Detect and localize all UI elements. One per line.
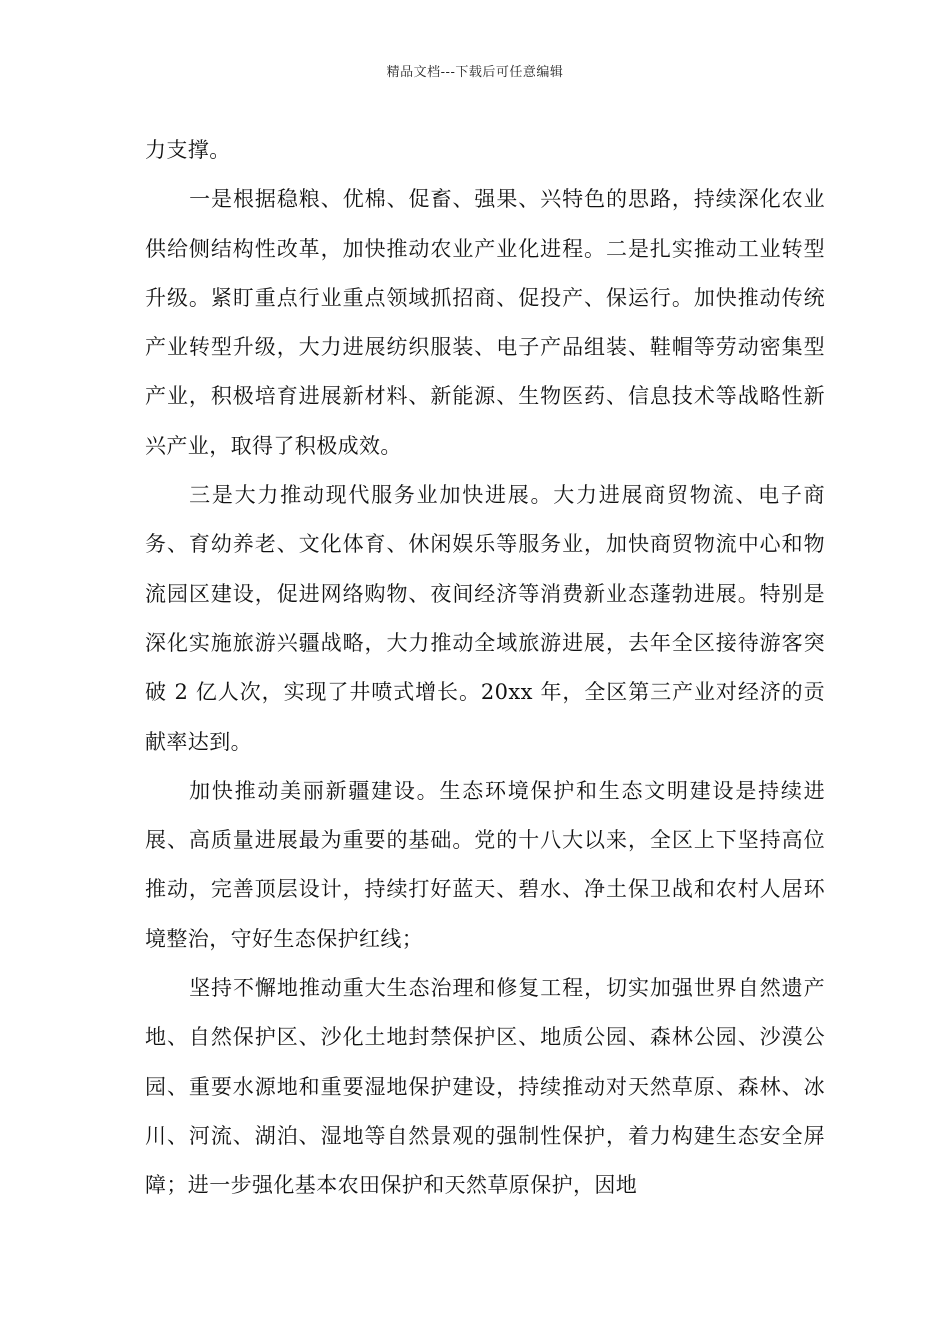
page-header: 精品文档---下载后可任意编辑 <box>386 65 564 80</box>
paragraph-5: 坚持不懈地推动重大生态治理和修复工程，切实加强世界自然遗产地、自然保护区、沙化土地封禁保护区、地质公园、森林公园、沙漠公园、重要水源地和重要湿地保护建设，持续推动对天然草原、森林、冰川、河流、湖泊、湿地等自然景观的强制性保护，着力构建生态安全屏障；进一步强化基本农田保护和天然草原保护，因地 <box>145 976 825 1198</box>
paragraph-1: 力支撑。 <box>145 138 231 162</box>
paragraph-4: 加快推动美丽新疆建设。生态环境保护和生态文明建设是持续进展、高质量进展最为重要的基础。党的十八大以来，全区上下坚持高位推动，完善顶层设计，持续打好蓝天、碧水、净土保卫战和农村人居环境整治，守好生态保护红线； <box>145 778 825 951</box>
paragraph-2: 一是根据稳粮、优棉、促畜、强果、兴特色的思路，持续深化农业供给侧结构性改革，加快推动农业产业化进程。二是扎实推动工业转型升级。紧盯重点行业重点领域抓招商、促投产、保运行。加快推动传统产业转型升级，大力进展纺织服装、电子产品组装、鞋帽等劳动密集型产业，积极培育进展新材料、新能源、生物医药、信息技术等战略性新兴产业，取得了积极成效。 <box>145 187 825 458</box>
paragraph-3: 三是大力推动现代服务业加快进展。大力进展商贸物流、电子商务、育幼养老、文化体育、休闲娱乐等服务业，加快商贸物流中心和物流园区建设，促进网络购物、夜间经济等消费新业态蓬勃进展。特别是深化实施旅游兴疆战略，大力推动全域旅游进展，去年全区接待游客突破 2 亿人次，实现了井喷式增长。20xx 年，全区第三产业对经济的贡献率达到。 <box>145 483 825 754</box>
document-body <box>145 126 825 1211</box>
